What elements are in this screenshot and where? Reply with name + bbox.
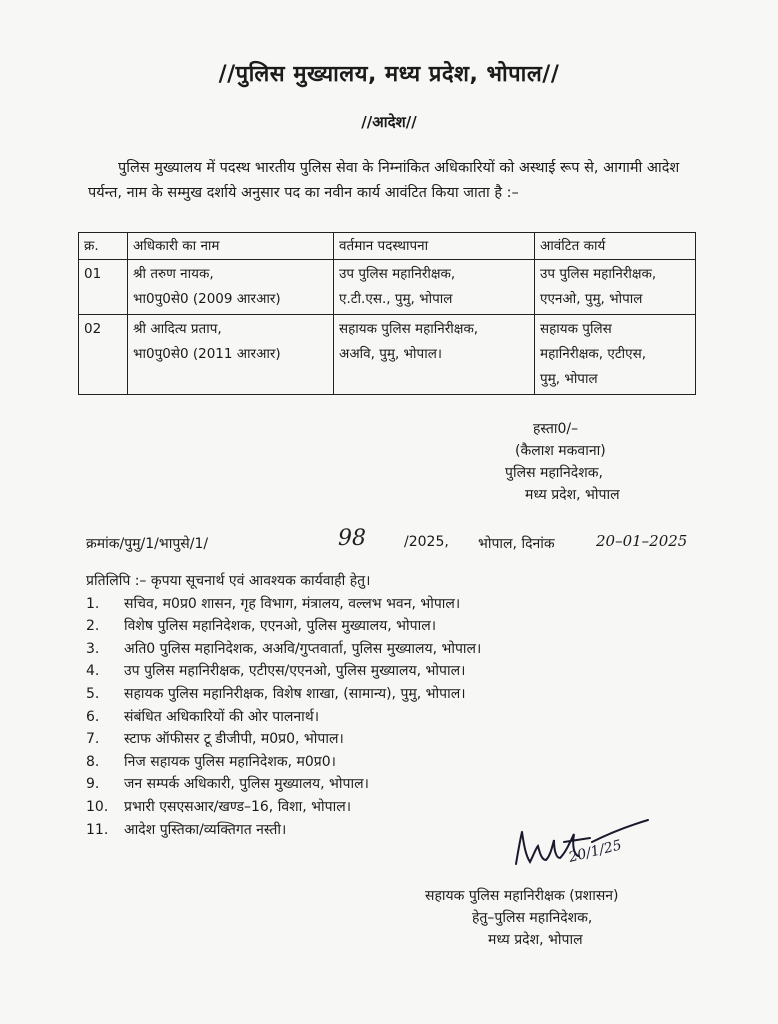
assigned-work-line: एएनओ, पुमु, भोपाल [540,291,643,307]
list-item [86,728,706,751]
cell-officer-name [128,260,334,315]
signatory-name: (कैलाश मकवाना) [515,443,606,459]
header-current-posting: वर्तमान पदस्थापना [334,233,535,260]
signatory-place: मध्य प्रदेश, भोपाल [488,932,583,948]
assigned-work-line: पुमु, भोपाल [540,371,598,387]
assigned-work-line: उप पुलिस महानिरीक्षक, [540,266,657,282]
handwritten-signature [508,812,658,872]
list-item-number: 3. [86,640,100,657]
list-item-number: 8. [86,753,100,770]
cell-assigned-work [535,315,696,395]
reference-prefix: क्रमांक/पुमु/1/भापुसे/1/ [86,536,209,552]
list-item-number: 5. [86,685,100,702]
list-item-number: 2. [86,618,100,635]
officer-service-line: भा0पु0से0 (2011 आरआर) [133,346,281,362]
list-item-number: 1. [86,595,100,612]
header-assigned-work: आवंटित कार्य [535,233,696,260]
list-item-number: 4. [86,663,100,680]
header-serial: क्र. [79,233,128,260]
table-row [79,260,696,315]
reference-line [86,526,706,558]
cell-current-posting [334,260,535,315]
list-item-text: निज सहायक पुलिस महानिदेशक, म0प्र0। [124,753,336,770]
officer-name-line: श्री आदित्य प्रताप, [133,321,222,337]
list-item [86,660,706,683]
list-item [86,706,706,729]
cell-serial: 02 [79,315,128,395]
list-item [86,683,706,706]
assigned-work-line: सहायक पुलिस [540,321,612,337]
signatory-on-behalf: हेतु–पुलिस महानिदेशक, [472,910,593,926]
list-item-text: स्टाफ ऑफीसर टू डीजीपी, म0प्र0, भोपाल। [124,731,344,748]
signed-mark: हस्ता0/– [533,421,579,437]
copy-to-heading: प्रतिलिपि :– कृपया सूचनार्थ एवं आवश्यक कार्यवाही हेतु। [86,573,371,589]
list-item-text: जन सम्पर्क अधिकारी, पुलिस मुख्यालय, भोपाल। [124,776,369,793]
list-item-text: आदेश पुस्तिका/व्यक्तिगत नस्ती। [124,821,287,838]
list-item-number: 6. [86,708,100,725]
cell-serial: 01 [79,260,128,315]
cell-officer-name [128,315,334,395]
aig-signature-block [425,885,725,951]
list-item-text: प्रभारी एसएसआर/खण्ड–16, विशा, भोपाल। [124,798,352,815]
list-item [86,773,706,796]
list-item-text: उप पुलिस महानिरीक्षक, एटीएस/एएनओ, पुलिस मुख्यालय, भोपाल। [124,663,466,680]
place-date-label: भोपाल, दिनांक [478,536,555,552]
table-header-row [79,233,696,260]
current-posting-line: अअवि, पुमु, भोपाल। [339,346,442,362]
list-item-number: 7. [86,731,100,748]
list-item [86,593,706,616]
list-item-number: 11. [86,821,109,838]
current-posting-line: ए.टी.एस., पुमु, भोपाल [339,291,453,307]
dgp-signature-block [505,418,725,506]
reference-year: /2025, [404,534,449,550]
posting-table [78,232,696,395]
list-item [86,638,706,661]
signatory-designation: पुलिस महानिदेशक, [505,465,603,481]
list-item-text: सहायक पुलिस महानिरीक्षक, विशेष शाखा, (सामान्य), पुमु, भोपाल। [124,685,466,702]
signatory-designation: सहायक पुलिस महानिरीक्षक (प्रशासन) [425,888,619,904]
officer-name-line: श्री तरुण नायक, [133,266,214,282]
list-item [86,615,706,638]
list-item [86,751,706,774]
current-posting-line: उप पुलिस महानिरीक्षक, [339,266,456,282]
copy-to-items [86,593,706,842]
list-item-number: 10. [86,798,109,815]
cell-current-posting [334,315,535,395]
list-item-text: अति0 पुलिस महानिदेशक, अअवि/गुप्तवार्ता, पुलिस मुख्यालय, भोपाल। [124,640,482,657]
list-item-number: 9. [86,776,100,793]
order-date: 20–01–2025 [596,532,688,550]
cell-assigned-work [535,260,696,315]
list-item-text: संबंधित अधिकारियों की ओर पालनार्थ। [124,708,320,725]
copy-to-list [86,570,706,841]
signatory-place: मध्य प्रदेश, भोपाल [525,487,620,503]
order-intro-paragraph: पुलिस मुख्यालय में पदस्थ भारतीय पुलिस सेवा के निम्नांकित अधिकारियों को अस्थाई रूप से, आगामी आदेश पर्यन्त, नाम के सम्मुख दर्शाये अनुसार पद का नवीन कार्य आवंटित किया जाता है :– [88,160,680,201]
assigned-work-line: महानिरीक्षक, एटीएस, [540,346,647,362]
table-row [79,315,696,395]
list-item-text: सचिव, म0प्र0 शासन, गृह विभाग, मंत्रालय, वल्लभ भवन, भोपाल। [124,595,461,612]
document-title: //पुलिस मुख्यालय, मध्य प्रदेश, भोपाल// [218,62,560,87]
order-label: //आदेश// [361,113,417,131]
list-item-text: विशेष पुलिस महानिदेशक, एएनओ, पुलिस मुख्यालय, भोपाल। [124,618,437,635]
reference-number: 98 [338,526,366,551]
officer-service-line: भा0पु0से0 (2009 आरआर) [133,291,281,307]
header-officer-name: अधिकारी का नाम [128,233,334,260]
signature-date: 20/1/25 [567,837,624,866]
current-posting-line: सहायक पुलिस महानिरीक्षक, [339,321,479,337]
